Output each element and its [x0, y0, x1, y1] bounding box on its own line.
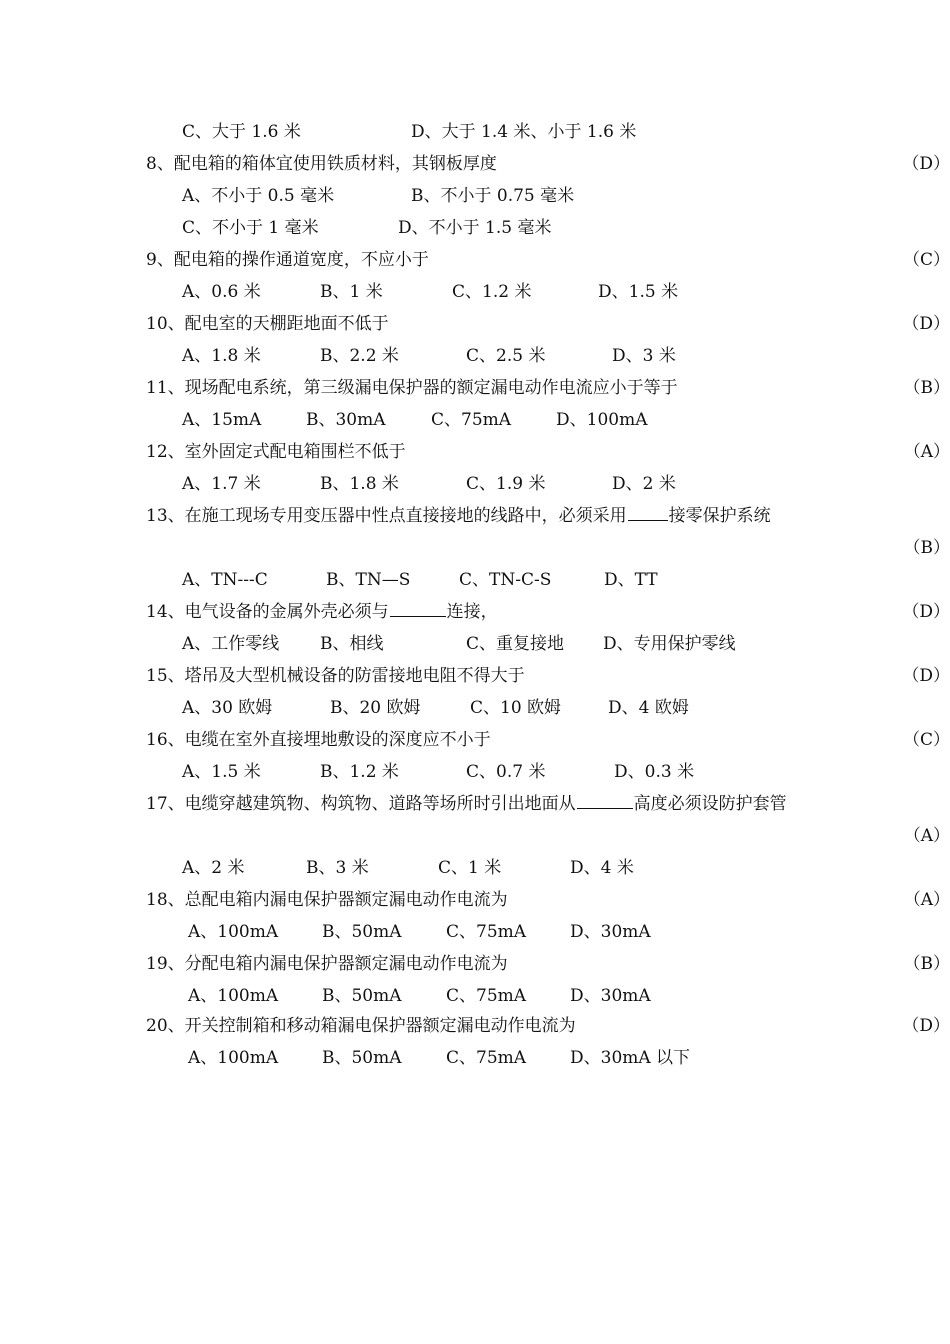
options-row-q15 — [0, 693, 950, 723]
option-d: D、大于 1.4 米、小于 1.6 米 — [411, 122, 637, 142]
option-b: B、不小于 0.75 毫米 — [411, 186, 575, 206]
option-d: D、2 米 — [612, 474, 676, 494]
option-b: B、2.2 米 — [320, 346, 399, 366]
question-stem-q17 — [0, 789, 950, 819]
option-d: D、1.5 米 — [598, 282, 679, 302]
answer-line-q17 — [0, 821, 950, 851]
question-stem-q15 — [0, 661, 950, 691]
option-a: A、TN---C — [182, 570, 268, 590]
question-stem-q8 — [0, 149, 950, 179]
option-a: A、30 欧姆 — [182, 698, 273, 718]
question-text-after-blank: 高度必须设防护套管 — [633, 794, 787, 814]
fill-blank — [577, 790, 633, 809]
question-text: 12、室外固定式配电箱围栏不低于 — [146, 442, 406, 462]
option-d: D、30mA — [570, 986, 651, 1006]
option-b: B、相线 — [320, 634, 384, 654]
question-text-after-blank: 连接， — [446, 602, 498, 622]
option-d: D、30mA — [570, 922, 651, 942]
options-row-q8-2 — [0, 213, 950, 243]
options-row-q13 — [0, 565, 950, 595]
option-a: A、1.7 米 — [182, 474, 261, 494]
options-row-q16 — [0, 757, 950, 787]
answer-key: （B） — [903, 954, 950, 974]
option-b: B、50mA — [322, 986, 402, 1006]
question-text-after-blank: 接零保护系统 — [668, 506, 771, 526]
option-b: B、1.2 米 — [320, 762, 399, 782]
option-c: C、不小于 1 毫米 — [182, 218, 319, 238]
question-text: 9、配电箱的操作通道宽度，不应小于 — [146, 250, 429, 270]
option-d: D、30mA 以下 — [570, 1048, 691, 1068]
option-b: B、30mA — [306, 410, 386, 430]
option-c: C、大于 1.6 米 — [182, 122, 301, 142]
options-row-q7 — [0, 117, 950, 147]
options-row-q8-1 — [0, 181, 950, 211]
answer-key: （A） — [903, 826, 950, 846]
answer-key: （B） — [903, 378, 950, 398]
question-text — [146, 789, 787, 819]
question-text-before-blank: 13、在施工现场专用变压器中性点直接接地的线路中，必须采用 — [146, 506, 627, 526]
option-c: C、75mA — [431, 410, 512, 430]
question-stem-q13 — [0, 501, 950, 531]
option-b: B、3 米 — [306, 858, 369, 878]
options-row-q20 — [0, 1043, 950, 1073]
option-b: B、50mA — [322, 1048, 402, 1068]
answer-key: （D） — [902, 314, 950, 334]
option-c: C、75mA — [446, 986, 527, 1006]
option-d: D、3 米 — [612, 346, 676, 366]
question-stem-q16 — [0, 725, 950, 755]
options-row-q18 — [0, 917, 950, 947]
answer-key: （C） — [902, 730, 950, 750]
answer-key: （C） — [902, 250, 950, 270]
option-a: A、2 米 — [182, 858, 245, 878]
option-d: D、4 欧姆 — [608, 698, 689, 718]
fill-blank — [628, 502, 668, 521]
option-a: A、100mA — [188, 922, 279, 942]
question-text: 16、电缆在室外直接埋地敷设的深度应不小于 — [146, 730, 491, 750]
question-text-before-blank: 14、电气设备的金属外壳必须与 — [146, 602, 389, 622]
question-stem-q19 — [0, 949, 950, 979]
option-d: D、4 米 — [570, 858, 634, 878]
question-text: 15、塔吊及大型机械设备的防雷接地电阻不得大于 — [146, 666, 525, 686]
option-a: A、1.8 米 — [182, 346, 261, 366]
question-stem-q11 — [0, 373, 950, 403]
option-c: C、0.7 米 — [466, 762, 546, 782]
option-b: B、1 米 — [320, 282, 383, 302]
option-c: C、1 米 — [438, 858, 502, 878]
options-row-q12 — [0, 469, 950, 499]
answer-key: （D） — [902, 1016, 950, 1036]
question-stem-q10 — [0, 309, 950, 339]
question-text: 20、开关控制箱和移动箱漏电保护器额定漏电动作电流为 — [146, 1016, 576, 1036]
option-a: A、100mA — [188, 986, 279, 1006]
question-stem-q14 — [0, 597, 950, 627]
option-a: A、工作零线 — [182, 634, 280, 654]
option-b: B、1.8 米 — [320, 474, 399, 494]
answer-key: （A） — [903, 890, 950, 910]
answer-key: （D） — [902, 602, 950, 622]
answer-key: （A） — [903, 442, 950, 462]
option-d: D、不小于 1.5 毫米 — [398, 218, 552, 238]
question-stem-q9 — [0, 245, 950, 275]
answer-key: （D） — [902, 666, 950, 686]
option-c: C、2.5 米 — [466, 346, 546, 366]
question-stem-q18 — [0, 885, 950, 915]
question-text: 10、配电室的天棚距地面不低于 — [146, 314, 389, 334]
option-c: C、1.9 米 — [466, 474, 546, 494]
option-a: A、100mA — [188, 1048, 279, 1068]
question-stem-q20 — [0, 1011, 950, 1041]
answer-key: （B） — [903, 538, 950, 558]
options-row-q17 — [0, 853, 950, 883]
option-d: D、TT — [604, 570, 658, 590]
option-b: B、20 欧姆 — [330, 698, 421, 718]
option-a: A、不小于 0.5 毫米 — [182, 186, 335, 206]
option-a: A、0.6 米 — [182, 282, 261, 302]
question-text: 19、分配电箱内漏电保护器额定漏电动作电流为 — [146, 954, 508, 974]
options-row-q9 — [0, 277, 950, 307]
option-b: B、TN—S — [326, 570, 411, 590]
options-row-q11 — [0, 405, 950, 435]
option-a: A、15mA — [182, 410, 262, 430]
answer-line-q13 — [0, 533, 950, 563]
question-text-before-blank: 17、电缆穿越建筑物、构筑物、道路等场所时引出地面从 — [146, 794, 576, 814]
option-c: C、1.2 米 — [452, 282, 532, 302]
option-b: B、50mA — [322, 922, 402, 942]
question-text: 18、总配电箱内漏电保护器额定漏电动作电流为 — [146, 890, 508, 910]
option-c: C、10 欧姆 — [470, 698, 562, 718]
question-text: 11、现场配电系统，第三级漏电保护器的额定漏电动作电流应小于等于 — [146, 378, 678, 398]
option-d: D、0.3 米 — [614, 762, 695, 782]
option-c: C、TN-C-S — [459, 570, 552, 590]
option-d: D、100mA — [556, 410, 648, 430]
option-c: C、75mA — [446, 1048, 527, 1068]
options-row-q10 — [0, 341, 950, 371]
options-row-q14 — [0, 629, 950, 659]
option-d: D、专用保护零线 — [603, 634, 736, 654]
answer-key: （D） — [902, 154, 950, 174]
question-stem-q12 — [0, 437, 950, 467]
option-c: C、75mA — [446, 922, 527, 942]
option-a: A、1.5 米 — [182, 762, 261, 782]
option-c: C、重复接地 — [466, 634, 565, 654]
options-row-q19 — [0, 981, 950, 1011]
question-text: 8、配电箱的箱体宜使用铁质材料，其钢板厚度 — [146, 154, 497, 174]
question-text — [146, 501, 771, 531]
